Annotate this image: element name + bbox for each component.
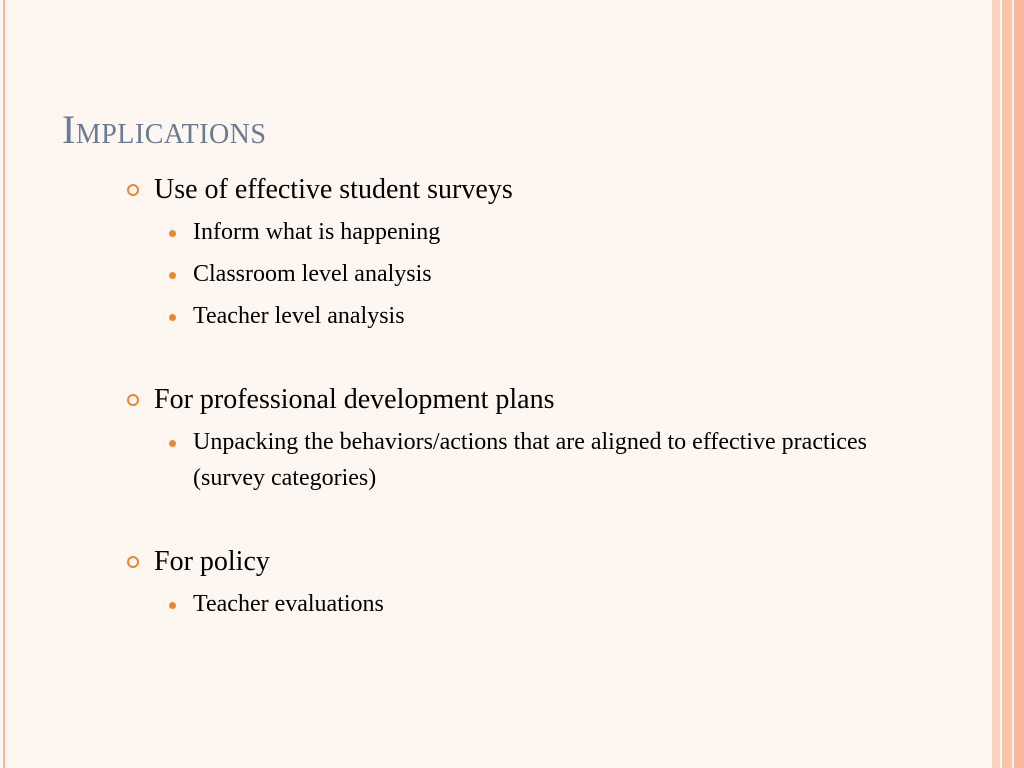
sub-bullet [124,214,944,250]
bullet-policy [124,544,944,580]
sub-list-policy [124,586,944,622]
sub-bullet [124,424,944,496]
circle-bullet-icon [127,556,139,568]
sub-list-surveys [124,214,944,334]
bullet-surveys [124,172,944,208]
circle-bullet-icon [127,184,139,196]
sub-bullet [124,298,944,334]
sub-list-professional-development [124,424,944,496]
dot-bullet-icon [169,272,176,279]
slide-title: Implications [62,107,267,152]
circle-bullet-icon [127,394,139,406]
slide-content [124,172,944,622]
bullet-professional-development [124,382,944,418]
sub-bullet-text: Inform what is happening [193,219,441,245]
dot-bullet-icon [169,314,176,321]
sub-bullet-text: Unpacking the behaviors/actions that are aligned to effective practices (survey categories) [193,429,867,491]
sub-bullet [124,586,944,622]
dot-bullet-icon [169,602,176,609]
dot-bullet-icon [169,440,176,447]
dot-bullet-icon [169,230,176,237]
sub-bullet-text: Teacher level analysis [193,303,405,329]
sub-bullet [124,256,944,292]
bullet-text: Use of effective student surveys [154,174,513,205]
sub-bullet-text: Classroom level analysis [193,261,432,287]
left-border-line [3,0,5,768]
bullet-text: For professional development plans [154,384,555,415]
right-decorative-stripes [988,0,1024,768]
bullet-text: For policy [154,546,270,577]
sub-bullet-text: Teacher evaluations [193,591,384,617]
